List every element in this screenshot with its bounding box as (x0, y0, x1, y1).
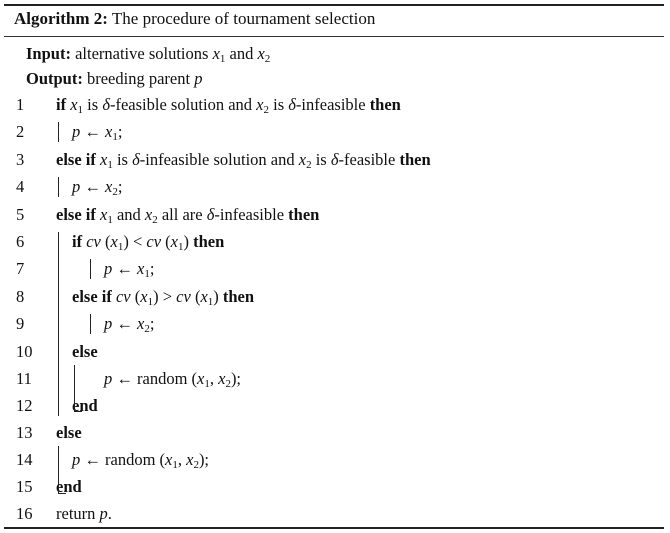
algorithm-caption (14, 9, 375, 29)
bottom-rule (4, 527, 664, 529)
caption-rule (4, 36, 664, 37)
assign-arrow: ← (116, 259, 133, 278)
line-number: 9 (16, 314, 25, 333)
line-number: 4 (16, 177, 25, 196)
block-bar-if-6 (90, 259, 91, 279)
block-bar-if-1 (58, 122, 59, 142)
line-number: 6 (16, 232, 25, 251)
assign-arrow: ← (116, 369, 133, 388)
caption-label: Algorithm 2: (14, 9, 108, 28)
output-label: Output: (26, 69, 83, 88)
top-rule (4, 4, 664, 6)
input-text: alternative solutions (75, 44, 209, 63)
line-number: 16 (16, 504, 33, 523)
input-label: Input: (26, 44, 71, 63)
block-bar-elseif-3 (58, 177, 59, 197)
output-text: breeding parent (86, 69, 191, 88)
line-number: 7 (16, 259, 25, 278)
assign-arrow: ← (84, 177, 101, 196)
assign-arrow: ← (84, 450, 101, 469)
block-bar-elseif-5 (58, 232, 59, 416)
line-number: 11 (16, 369, 32, 388)
line-number: 8 (16, 287, 25, 306)
line-number: 2 (16, 122, 25, 141)
line-number: 15 (16, 477, 33, 496)
line-number: 13 (16, 423, 33, 442)
caption-title: The procedure of tournament selection (111, 9, 376, 28)
block-hook-else-13 (58, 446, 66, 494)
line-number: 1 (16, 95, 25, 114)
block-bar-elseif-8 (90, 314, 91, 334)
block-hook-else-10 (74, 365, 82, 412)
line-number: 3 (16, 150, 25, 169)
line-number: 5 (16, 205, 25, 224)
line-number: 14 (16, 450, 33, 469)
assign-arrow: ← (84, 122, 101, 141)
line-number: 10 (16, 342, 33, 361)
line-number: 12 (16, 396, 33, 415)
assign-arrow: ← (116, 314, 133, 333)
